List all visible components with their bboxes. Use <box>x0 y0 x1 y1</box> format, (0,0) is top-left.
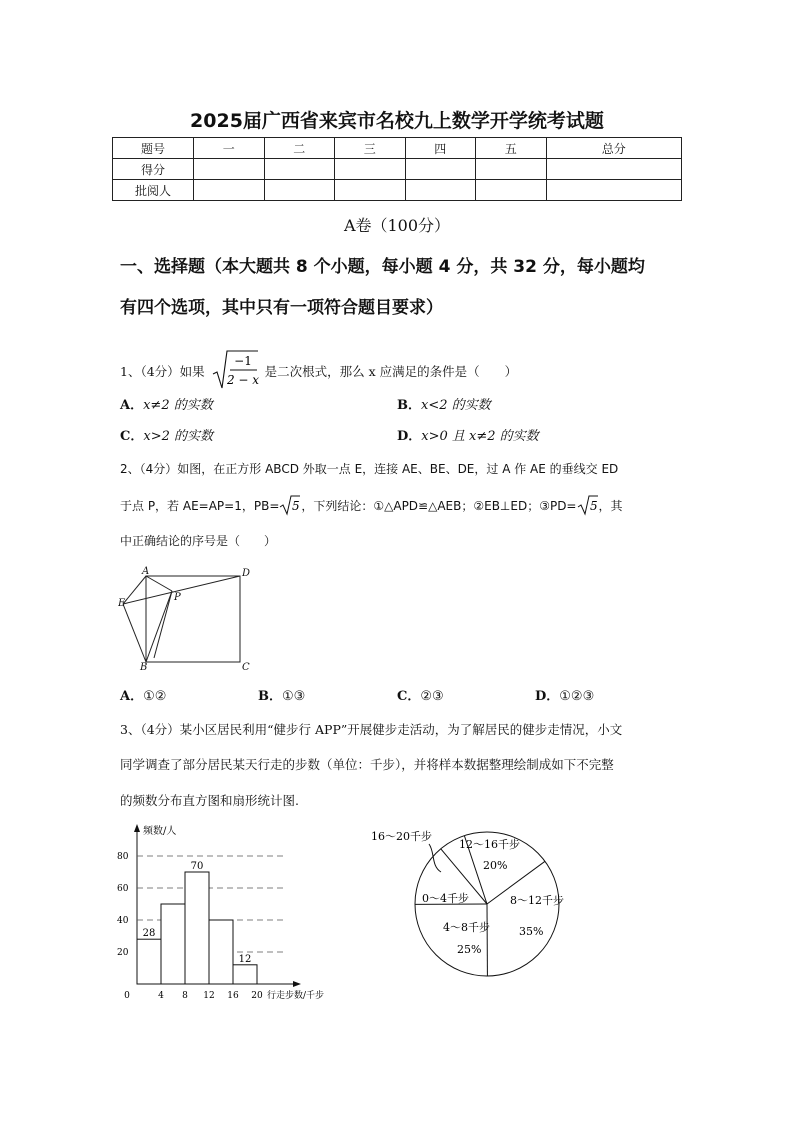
pie-pct-4-8: 25% <box>457 943 482 956</box>
score-table <box>112 137 682 201</box>
section-a-heading: A卷（100分） <box>343 216 451 235</box>
q3-line1: 3、（4分）某小区居民利用“健步行 APP”开展健步走活动，为了解居民的健步走情况，小文 <box>120 722 623 737</box>
y-axis-label: 频数/人 <box>143 826 177 837</box>
header-cell: 题号 <box>113 138 194 159</box>
y-tick-label: 80 <box>117 852 129 862</box>
pie-label-0-4: 0～4千步 <box>422 892 469 905</box>
histogram-bar <box>161 904 185 984</box>
header-cell: 四 <box>405 138 476 159</box>
x-tick-label: 20 <box>251 991 263 1001</box>
row-label: 批阅人 <box>113 180 194 201</box>
pie-label-8-12: 8～12千步 <box>510 894 564 907</box>
q1-option-c[interactable]: C．x>2 的实数 <box>120 429 213 444</box>
q1-denominator: 2 − x <box>226 373 259 387</box>
label-p: P <box>174 592 181 603</box>
pie-chart <box>365 822 615 988</box>
segment-aux <box>154 591 172 658</box>
pie-pct-12-16: 20% <box>483 859 508 872</box>
q2-option-d[interactable]: D．①②③ <box>535 689 595 704</box>
q2-line2-a: 于点 P，若 AE=AP=1，PB= <box>120 499 280 513</box>
q1-option-a[interactable]: A．x≠2 的实数 <box>120 398 213 413</box>
histogram-bar <box>233 965 257 984</box>
x-tick-label: 16 <box>227 991 239 1001</box>
page-title: 2025届广西省来宾市名校九上数学开学统考试题 <box>190 110 604 132</box>
score-cell[interactable] <box>476 159 547 180</box>
q1-numerator: −1 <box>233 354 252 368</box>
segment-ap <box>146 576 172 591</box>
x-tick-label: 8 <box>182 991 188 1001</box>
sqrt5-value: 5 <box>589 499 598 513</box>
row-label: 得分 <box>113 159 194 180</box>
segment-be <box>123 604 146 662</box>
header-cell: 二 <box>264 138 335 159</box>
part1-heading-line2: 有四个选项，其中只有一项符合题目要求） <box>120 298 443 318</box>
header-cell: 总分 <box>546 138 682 159</box>
q1-stem <box>120 348 517 390</box>
label-e: E <box>118 598 126 609</box>
square-figure <box>118 566 258 670</box>
pie-label-12-16: 12～16千步 <box>459 838 520 851</box>
q1-suffix: 是二次根式，那么 x 应满足的条件是（ ） <box>264 364 518 379</box>
pie-label-16-20: 16～20千步 <box>371 830 432 843</box>
score-cell[interactable] <box>405 159 476 180</box>
y-axis-arrow <box>134 824 140 832</box>
score-cell[interactable] <box>335 159 406 180</box>
bar-value-label: 12 <box>238 953 252 965</box>
score-cell[interactable] <box>546 159 682 180</box>
label-a: A <box>142 566 150 577</box>
y-tick-label: 20 <box>117 948 129 958</box>
reviewer-cell[interactable] <box>476 180 547 201</box>
q2-option-b[interactable]: B．①③ <box>258 689 306 704</box>
reviewer-cell[interactable] <box>546 180 682 201</box>
y-tick-label: 40 <box>117 916 129 926</box>
sqrt5 <box>577 494 599 516</box>
q3-line3: 的频数分布直方图和扇形统计图. <box>120 793 299 808</box>
label-d: D <box>242 568 251 579</box>
label-c: C <box>242 662 250 670</box>
q2-line2 <box>120 494 623 516</box>
x-axis-label: 行走步数/千步 <box>267 991 325 1001</box>
reviewer-cell[interactable] <box>405 180 476 201</box>
pie-label-4-8: 4～8千步 <box>443 921 490 934</box>
score-row <box>113 159 682 180</box>
histogram-bar <box>137 939 161 984</box>
q2-line2-b: ，下列结论：①△APD≌△AEB；②EB⊥ED；③PD= <box>301 499 577 513</box>
x-tick-label: 0 <box>124 991 130 1001</box>
sqrt5 <box>279 494 301 516</box>
part1-heading-line1: 一、选择题（本大题共 8 个小题，每小题 4 分，共 32 分，每小题均 <box>120 257 645 277</box>
header-cell: 三 <box>335 138 406 159</box>
square-abcd <box>146 576 240 662</box>
q1-option-b[interactable]: B．x<2 的实数 <box>397 398 491 413</box>
reviewer-cell[interactable] <box>264 180 335 201</box>
q2-line3: 中正确结论的序号是（ ） <box>120 534 277 548</box>
x-tick-label: 12 <box>203 991 215 1001</box>
q1-prefix: 1、（4分）如果 <box>120 364 205 379</box>
q2-line1: 2、（4分）如图，在正方形 ABCD 外取一点 E，连接 AE、BE、DE，过 A 作 AE 的垂线交 ED <box>120 462 619 476</box>
bar-value-label: 70 <box>190 861 204 872</box>
reviewer-row <box>113 180 682 201</box>
reviewer-cell[interactable] <box>194 180 265 201</box>
y-tick-label: 60 <box>117 884 129 894</box>
score-cell[interactable] <box>264 159 335 180</box>
sqrt-fraction <box>211 348 259 390</box>
bar-value-label: 28 <box>142 928 156 940</box>
segment-ed <box>123 576 240 604</box>
reviewer-cell[interactable] <box>335 180 406 201</box>
segment-pb <box>146 591 172 662</box>
q2-option-a[interactable]: A．①② <box>120 689 167 704</box>
histogram-bar <box>185 872 209 984</box>
q3-line2: 同学调查了部分居民某天行走的步数（单位：千步），并将样本数据整理绘制成如下不完整 <box>120 757 614 772</box>
x-tick-label: 4 <box>158 991 164 1001</box>
pie-pct-8-12: 35% <box>519 925 544 938</box>
histogram-bar <box>209 920 233 984</box>
q2-option-c[interactable]: C．②③ <box>397 689 444 704</box>
score-table-header-row <box>113 138 682 159</box>
x-axis-arrow <box>293 981 301 987</box>
q2-line2-c: ，其 <box>598 499 623 513</box>
q1-option-d[interactable]: D．x>0 且 x≠2 的实数 <box>397 429 539 444</box>
header-cell: 五 <box>476 138 547 159</box>
label-b: B <box>140 662 148 670</box>
histogram-chart <box>115 822 355 1008</box>
header-cell: 一 <box>194 138 265 159</box>
score-cell[interactable] <box>194 159 265 180</box>
sqrt5-value: 5 <box>292 499 301 513</box>
